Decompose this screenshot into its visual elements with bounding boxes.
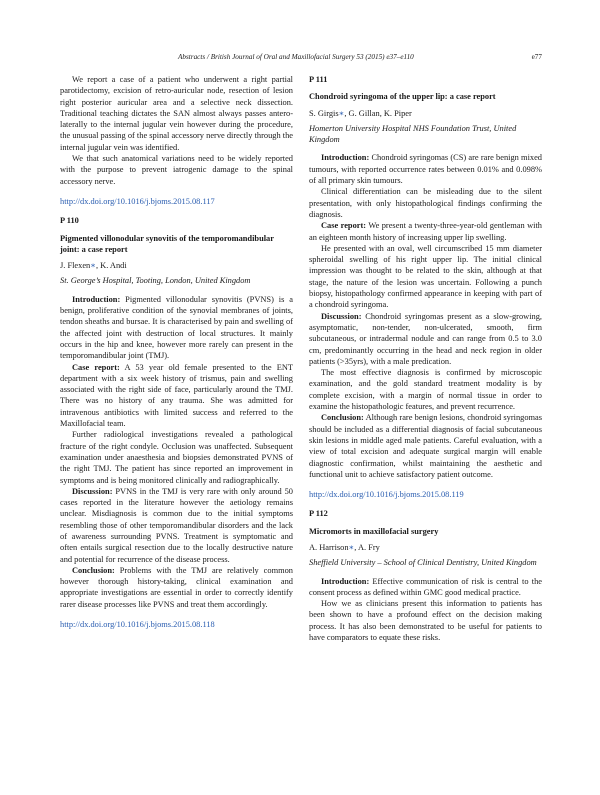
author-list [309,542,542,553]
right-column [309,74,542,643]
introduction-paragraph: Clinical differentiation can be misleading due to the silent presentation, with only histopathological findings confirming the diagnosis. [309,187,542,219]
discussion-paragraph [309,311,542,367]
abstract-id: P 111 [309,75,328,84]
case-report-paragraph [309,220,542,243]
case-report-paragraph: He presented with an oval, well circumscribed 15 mm diameter spheroidal swelling of his right upper lip. The initial clinical impression was thought to be related to the skin, although at that stage, the nature of the lesion was uncertain. Following a punch biopsy, histopathology confirmed appearance in keeping with part of a chondroid syringoma. [309,243,542,310]
doi-link[interactable]: http://dx.doi.org/10.1016/j.bjoms.2015.08.118 [60,620,215,630]
section-label: Case report: [321,221,367,231]
paragraph-text: Effective communication of risk is central to the consent process as defined within GMC good medical practice. [309,576,542,597]
conclusion-paragraph [60,565,293,610]
abstract-title: Pigmented villonodular synovitis of the temporomandibular joint: a case report [60,233,274,254]
continued-paragraph: We that such anatomical variations need to be widely reported with the purpose to prevent iatrogenic damage to the spinal accessory nerve. [60,154,293,186]
continued-paragraph: We report a case of a patient who underwent a right partial parotidectomy, excision of retro-auricular node, resection of lesion right posterior auricular area and a selective neck dissection. Traditional teaching dictates the SAN almost always passes antero-laterally to the internal jugular vein however during the procedure, the unusual passing of the spinal accessory nerve directly through the internal jugular vein was identified. [60,75,293,152]
page-number: e77 [531,53,542,61]
section-label: Conclusion: [72,565,115,575]
affiliation: St. George’s Hospital, Tooting, London, United Kingdom [60,276,251,286]
case-report-paragraph: Further radiological investigations revealed a pathological fracture of the right condyle. Occlusion was unaffected. Subsequent examination under anaesthesia and biopsies demonstrated PVNS of the right TMJ. The patient has since reported an improvement in symptoms and is being monitored clinically and radiographically. [60,430,293,485]
abstract-p112 [309,508,542,643]
abstract-p110 [60,215,293,630]
affiliation: Sheffield University – School of Clinical Dentistry, United Kingdom [309,558,537,568]
conclusion-paragraph [309,412,542,480]
running-header [60,53,542,65]
paragraph-text: Chondroid syringomas present as a slow-growing, asymptomatic, non-tender, non-ulcerated, smooth, firm subcutaneous, or intradermal nodule and can range from 0.5 to 3.0 cm, predominantly occurring in the head and neck region in older patients (>35yrs), with a male predication. [309,311,542,366]
doi-link[interactable]: http://dx.doi.org/10.1016/j.bjoms.2015.08.119 [309,490,464,500]
discussion-paragraph [60,486,293,565]
author-name: A. Harrison [309,542,349,552]
running-title: Abstracts / British Journal of Oral and Maxillofacial Surgery 53 (2015) e37–e110 [178,53,414,61]
abstract-p111 [309,74,542,500]
paragraph-text: PVNS in the TMJ is very rare with only around 50 cases reported in the literature however the aetiology remains unclear. Misdiagnosis is common due to the initial symptoms resembling those of other temporomandibular disorders and the lack of awareness surrounding PVNS. Treatment is symptomatic and often entails surgical resection due to the locally destructive nature and potential for recurrence of the disease process. [60,486,293,564]
section-label: Introduction: [321,576,370,586]
corresponding-author-mark[interactable]: ∗ [348,542,355,552]
author-name: , G. Gillan, K. Piper [344,108,412,118]
introduction-paragraph [60,294,293,362]
introduction-paragraph: How we as clinicians present this information to patients has been shown to have a profound effect on the decision making process. It has also been demonstrated to be useful for patients to have comparators to equate these risks. [309,599,542,643]
abstract-title: Chondroid syringoma of the upper lip: a case report [309,92,496,102]
section-label: Conclusion: [321,413,364,423]
section-label: Discussion: [321,311,362,321]
author-name: , K. Andi [95,261,127,271]
author-name: J. Flexen [60,261,91,271]
author-name: S. Girgis [309,108,339,118]
paragraph-text: Although rare benign lesions, chondroid syringomas should be included as a differential diagnosis of facial subcutaneous skin lesions in middle aged male patients. Careful evaluation, with a view of total excision and adequate surgical margin will enable diagnostic confirmation, whilst maintaining the aesthetic and functional unit to achieve satisfactory patient outcome. [309,413,542,479]
section-label: Discussion: [72,486,113,496]
doi-link[interactable]: http://dx.doi.org/10.1016/j.bjoms.2015.08.117 [60,196,215,206]
corresponding-author-mark[interactable]: ∗ [90,261,96,271]
abstract-id: P 110 [60,216,79,226]
abstract-title: Micromorts in maxillofacial surgery [309,526,439,536]
author-name: , A. Fry [354,542,380,552]
case-report-paragraph [60,362,293,430]
introduction-paragraph [309,152,542,186]
paragraph-text: A 53 year old female presented to the ENT department with a six week history of trismus, pain and swelling associated with the right side of face, particularly around the TMJ. There was no history of any trauma. She was admitted for intravenous antibiotics with limited success and referred to the Maxillofacial team. [60,362,293,429]
section-label: Introduction: [72,294,121,304]
section-label: Case report: [72,362,120,372]
paragraph-text: Problems with the TMJ are relatively common however thorough history-taking, clinical examination and appropriate investigations are essential in order to correctly identify rarer disease processes like PVNS and treat them accordingly. [60,565,293,609]
abstract-id: P 112 [309,509,328,519]
author-list [309,108,542,119]
section-label: Introduction: [321,153,370,163]
corresponding-author-mark[interactable]: ∗ [338,108,345,118]
paragraph-text: Pigmented villonodular synovitis (PVNS) is a benign, proliferative condition of the synovial membranes of joints, tendon sheaths and bursae. It is characterised by pain and swelling of the affected joint with destruction of local structures. It mainly occurs in the hip and knee, however more rarely can present in the temporomandibular joint (TMJ). [60,294,293,361]
discussion-paragraph: The most effective diagnosis is confirmed by microscopic examination, and the gold standard treatment modality is by complete excision, with a margin of normal tissue in order to examine the histopathologic features, and prevent recurrence. [309,368,542,412]
affiliation: Homerton University Hospital NHS Foundation Trust, United Kingdom [309,123,517,145]
paragraph-text: We present a twenty-three-year-old gentleman with an eighteen month history of increasing upper lip swelling. [309,221,542,242]
paragraph-text: Chondroid syringomas (CS) are rare benign mixed tumours, with reported occurrence rates between 0.01% and 0.098% of all primary skin tumours. [309,153,542,186]
left-column [60,74,293,638]
author-list [60,260,293,271]
introduction-paragraph [309,576,542,599]
